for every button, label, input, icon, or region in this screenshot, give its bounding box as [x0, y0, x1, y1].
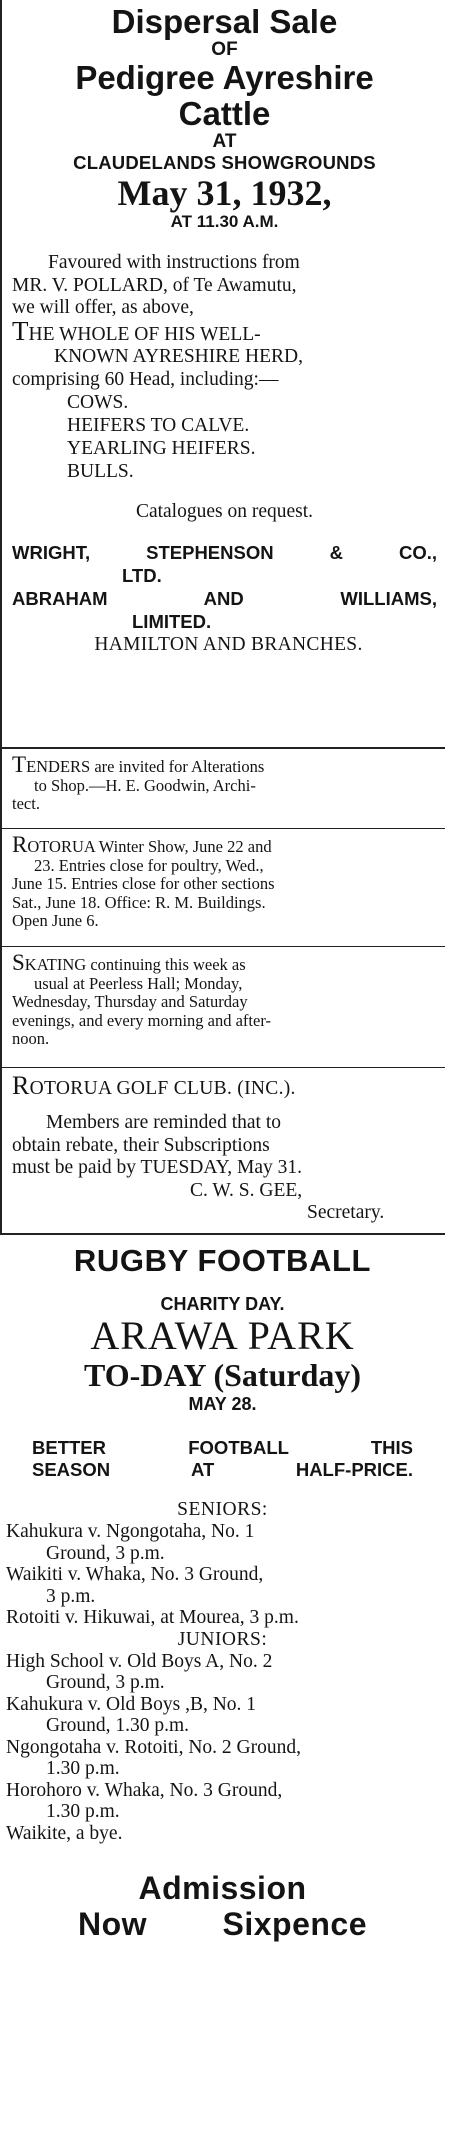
juniors-label: JUNIORS: — [177, 1628, 268, 1650]
admission-price-line — [78, 1906, 367, 1942]
rugby-heading: RUGBY FOOTBALL — [73, 1243, 372, 1278]
stock-item: HEIFERS TO CALVE. — [67, 415, 250, 436]
notice-line: Open June 6. — [12, 911, 99, 930]
golf-line: must be paid by TUESDAY, May 31. — [12, 1157, 302, 1178]
sale-body-line: we will offer, as above, — [12, 297, 194, 318]
fixture-line: Ngongotaha v. Rotoiti, No. 2 Ground, — [6, 1736, 302, 1758]
sale-herd-line: comprising 60 Head, including:— — [12, 368, 279, 390]
drop-cap: T — [12, 752, 27, 777]
notice-text: KATING continuing this week as — [24, 955, 246, 974]
notice-line: Wednesday, Thursday and Saturday — [12, 992, 248, 1011]
sale-body-line: Favoured with instructions from — [48, 252, 300, 273]
firm-word: WILLIAMS, — [340, 588, 437, 609]
golf-role: Secretary. — [307, 1202, 385, 1223]
auctioneer-line-4: LIMITED. — [132, 611, 212, 632]
drop-cap: S — [12, 950, 25, 975]
fixture-line: Kahukura v. Old Boys ,B, No. 1 — [6, 1693, 257, 1715]
fixture-continuation: 3 p.m. — [46, 1585, 96, 1607]
notice-line: Sat., June 18. Office: R. M. Buildings. — [12, 892, 266, 912]
sale-cattle: Cattle — [178, 95, 271, 132]
rugby-promo-line: BETTER FOOTBALL THIS — [32, 1437, 413, 1458]
drop-cap: R — [12, 1071, 30, 1100]
winter-show-notice — [0, 829, 445, 946]
golf-heading — [12, 1071, 439, 1100]
auctioneer-line-2: LTD. — [122, 565, 162, 586]
sale-herd-line — [12, 315, 437, 347]
sale-breed: Pedigree Ayreshire — [75, 59, 374, 96]
sale-of: OF — [211, 39, 238, 60]
notice-line — [12, 950, 439, 975]
firm-word: WRIGHT, — [12, 542, 91, 563]
admission-heading: Admission — [138, 1870, 307, 1906]
sale-venue: CLAUDELANDS SHOWGROUNDS — [73, 152, 376, 173]
admission-word: Now — [78, 1906, 148, 1942]
rugby-venue: ARAWA PARK — [90, 1313, 355, 1358]
auctioneers — [12, 541, 437, 633]
fixture-continuation: 1.30 p.m. — [46, 1758, 120, 1779]
notice-line: usual at Peerless Hall; Monday, — [34, 973, 243, 993]
golf-line: Members are reminded that to — [46, 1112, 281, 1133]
notice-line: 23. Entries close for poultry, Wed., — [34, 855, 264, 875]
drop-cap: R — [12, 832, 28, 857]
seniors-fixtures — [6, 1521, 439, 1629]
fixture-continuation: Ground, 1.30 p.m. — [46, 1715, 189, 1736]
fixture-continuation: 1.30 p.m. — [46, 1801, 120, 1822]
sale-date: May 31, 1932, — [117, 173, 332, 213]
fixture-continuation: Ground, 3 p.m. — [46, 1542, 165, 1564]
notice-text: ENDERS are invited for Alterations — [26, 757, 265, 776]
stock-item: COWS. — [67, 392, 129, 413]
stock-item: YEARLING HEIFERS. — [67, 438, 256, 459]
notice-line: June 15. Entries close for other sections — [12, 874, 275, 893]
notice-line: to Shop.—H. E. Goodwin, Archi- — [34, 775, 256, 795]
notice-line — [12, 752, 439, 777]
fixture-line: High School v. Old Boys A, No. 2 — [6, 1650, 273, 1672]
notice-line: noon. — [12, 1029, 50, 1048]
admission-price — [6, 1906, 439, 1942]
fixture-line: Kahukura v. Ngongotaha, No. 1 — [6, 1521, 255, 1542]
rugby-day: TO-DAY (Saturday) — [83, 1357, 362, 1393]
auctioneer-line-1 — [12, 541, 437, 564]
fixture-line: Waikite, a bye. — [6, 1822, 123, 1844]
drop-cap: T — [12, 315, 29, 346]
sale-body — [12, 252, 437, 483]
sale-time: AT 11.30 A.M. — [170, 212, 279, 231]
rugby-football-ad — [0, 1235, 445, 2155]
firm-word: ABRAHAM — [12, 588, 108, 609]
sale-herd-line: KNOWN AYRESHIRE HERD, — [54, 346, 303, 367]
golf-signature: C. W. S. GEE, — [190, 1179, 303, 1201]
fixture-continuation: Ground, 3 p.m. — [46, 1672, 165, 1693]
dispersal-sale-ad — [0, 0, 445, 747]
notice-line: tect. — [12, 794, 40, 813]
firm-word: STEPHENSON — [146, 542, 274, 563]
notice-line — [12, 832, 439, 857]
sale-at: AT — [212, 131, 237, 152]
golf-heading-text: OTORUA GOLF CLUB. (INC.). — [29, 1078, 296, 1099]
rugby-promo-line: SEASON AT HALF-PRICE. — [32, 1459, 413, 1480]
sale-body-line: MR. V. POLLARD, of Te Awamutu, — [12, 274, 297, 296]
tenders-notice — [0, 749, 445, 828]
admission-word: Sixpence — [222, 1906, 367, 1942]
sale-title: Dispersal Sale — [111, 3, 338, 40]
rugby-promo — [6, 1437, 439, 1481]
juniors-fixtures — [6, 1651, 439, 1845]
firm-word: AND — [203, 588, 244, 609]
firm-word: CO., — [399, 542, 438, 563]
fixture-line: Waikiti v. Whaka, No. 3 Ground, — [6, 1564, 264, 1585]
skating-notice — [0, 947, 445, 1067]
notice-line: evenings, and every morning and after- — [12, 1010, 271, 1030]
notice-text: OTORUA Winter Show, June 22 and — [27, 837, 272, 856]
fixture-line: Horohoro v. Whaka, No. 3 Ground, — [6, 1779, 283, 1801]
branches-line: HAMILTON AND BRANCHES. — [94, 634, 363, 655]
fixture-line: Rotoiti v. Hikuwai, at Mourea, 3 p.m. — [6, 1607, 299, 1628]
firm-word: & — [329, 542, 343, 563]
golf-line: obtain rebate, their Subscriptions — [12, 1134, 270, 1156]
sale-herd-text: HE WHOLE OF HIS WELL- — [28, 323, 261, 345]
rugby-charity: CHARITY DAY. — [160, 1294, 285, 1314]
golf-body — [12, 1112, 439, 1225]
auctioneer-line-3 — [12, 587, 437, 610]
seniors-label: SENIORS: — [177, 1499, 268, 1520]
stock-item: BULLS. — [67, 461, 134, 482]
golf-club-notice — [0, 1068, 445, 1233]
catalogue-note: Catalogues on request. — [135, 501, 314, 522]
rugby-date: MAY 28. — [188, 1394, 257, 1414]
